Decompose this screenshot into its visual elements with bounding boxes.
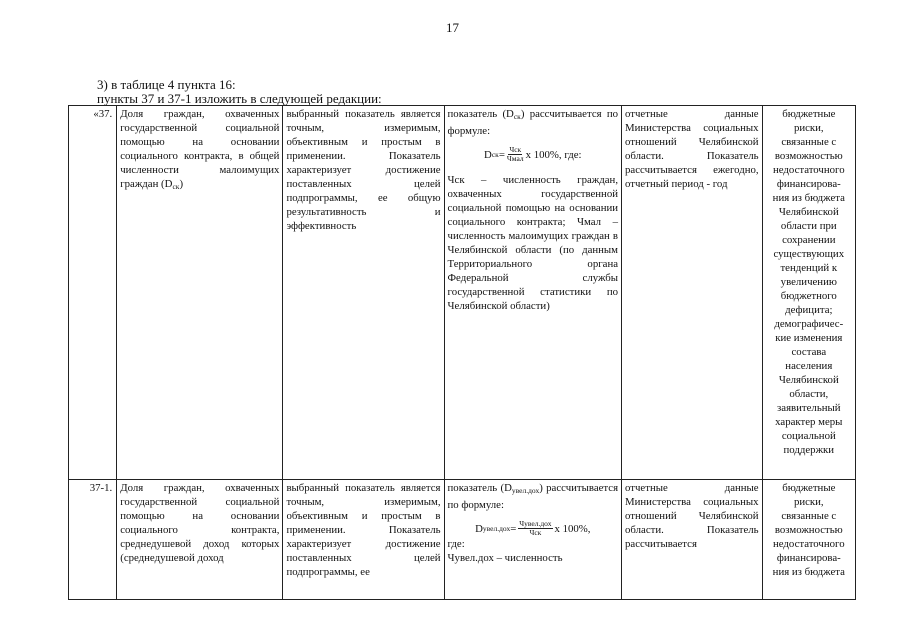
risk-line: связанные с bbox=[781, 510, 837, 522]
risk-line: состава bbox=[791, 346, 827, 358]
risk-line: риски, bbox=[793, 122, 824, 134]
method-description: Чувел.дох – численность bbox=[447, 552, 563, 564]
risks-cell bbox=[762, 106, 855, 480]
risk-line: поддержки bbox=[783, 444, 835, 456]
risk-line: Челябинской bbox=[778, 374, 839, 386]
risk-line: Челябинской bbox=[778, 206, 839, 218]
risk-line: риски, bbox=[793, 496, 824, 508]
formula: D увел.дох = $\frac{\text{Чувел.дох}}{\text{Чск}}$ х 100%, bbox=[475, 519, 591, 537]
risk-line: сохранении bbox=[782, 234, 836, 246]
risk-line: недостаточного bbox=[772, 164, 845, 176]
risk-line: характер меры bbox=[775, 416, 843, 428]
table-row bbox=[69, 480, 856, 600]
calculation-method: показатель $(D_{ск})$ рассчитывается по формуле: D ск = $\frac{\text{Чск}}{\text{Чмал}}$ х 100%, где: Чск – численность граждан, охваченных государственной социальной помощью на основании социального контракта; Чмал – численность малоимущих граждан в Челябинской области (по данным Территориального органа Федеральной службы государственной статистики по Челябинской области) bbox=[444, 106, 622, 480]
indicator-table bbox=[68, 105, 856, 600]
row-number: «37. bbox=[69, 106, 117, 480]
risk-line: области, bbox=[789, 388, 829, 400]
risk-line: дефицита; bbox=[785, 304, 833, 316]
risk-line: области при bbox=[780, 220, 837, 232]
risk-line: возможностью bbox=[774, 524, 843, 536]
intro-line-2: пункты 37 и 37-1 изложить в следующей редакции: bbox=[97, 91, 382, 106]
indicator-name: Доля граждан, охваченных государственной социальной помощью на основании социального контракта, в общей численности малоимущих граждан $(D_{ск})$ bbox=[117, 106, 283, 480]
calculation-method: показатель $(D_{увел.дох})$ рассчитывается по формуле: D увел.дох = $\frac{\text{Чувел.дох}}{\text{Чск}}$ х 100%, где: Чувел.дох – численность bbox=[444, 480, 622, 600]
risk-line: финансирова- bbox=[776, 552, 841, 564]
risk-line: бюджетные bbox=[782, 482, 836, 494]
risk-line: существующих bbox=[773, 248, 845, 260]
risk-line: кие изменения bbox=[775, 332, 843, 344]
indicator-rationale: выбранный показатель является точным, измеримым, объективным и простым в применении. Показатель характеризует достижение поставленных целей подпрограммы, ее bbox=[283, 480, 444, 600]
formula-where: где: bbox=[447, 538, 465, 550]
page-number: 17 bbox=[446, 20, 459, 35]
risk-line: бюджетные bbox=[782, 108, 836, 120]
data-source: отчетные данные Министерства социальных отношений Челябинской области. Показатель рассчитывается bbox=[622, 480, 763, 600]
method-description: Чск – численность граждан, охваченных государственной социальной помощью на основании социального контракта; Чмал – численность малоимущих граждан в Челябинской области (по данным Территориального органа Федеральной службы государственной статистики по Челябинской области) bbox=[447, 174, 619, 312]
risk-line: бюджетного bbox=[780, 290, 837, 302]
indicator-rationale: выбранный показатель является точным, измеримым, объективным и простым в применении. Показатель характеризует достижение поставленных целей подпрограммы, ее общую результативность и эффективность bbox=[283, 106, 444, 480]
table-row bbox=[69, 106, 856, 480]
risk-line: связанные с bbox=[781, 136, 837, 148]
risk-line: демографичес- bbox=[774, 318, 844, 330]
risk-line: тенденций к bbox=[780, 262, 838, 274]
risk-line: ния из бюджета bbox=[772, 566, 845, 578]
risk-line: населения bbox=[785, 360, 833, 372]
risk-line: заявительный bbox=[777, 402, 841, 414]
risks-cell bbox=[762, 480, 855, 600]
data-source: отчетные данные Министерства социальных отношений Челябинской области. Показатель рассчитывается ежегодно, отчетный период - год bbox=[622, 106, 763, 480]
risk-line: увеличению bbox=[780, 276, 837, 288]
formula: D ск = $\frac{\text{Чск}}{\text{Чмал}}$ х 100%, где: bbox=[484, 145, 582, 163]
risk-line: недостаточного bbox=[772, 538, 845, 550]
risk-line: ния из бюджета bbox=[772, 192, 845, 204]
risk-line: социальной bbox=[781, 430, 836, 442]
indicator-name: Доля граждан, охваченных государственной социальной помощью на основании социального контракта, среднедушевой доход которых (среднедушевой доход bbox=[117, 480, 283, 600]
risk-line: финансирова- bbox=[776, 178, 841, 190]
intro-line-1: 3) в таблице 4 пункта 16: bbox=[97, 77, 236, 92]
row-number: 37-1. bbox=[69, 480, 117, 600]
risk-line: возможностью bbox=[774, 150, 843, 162]
